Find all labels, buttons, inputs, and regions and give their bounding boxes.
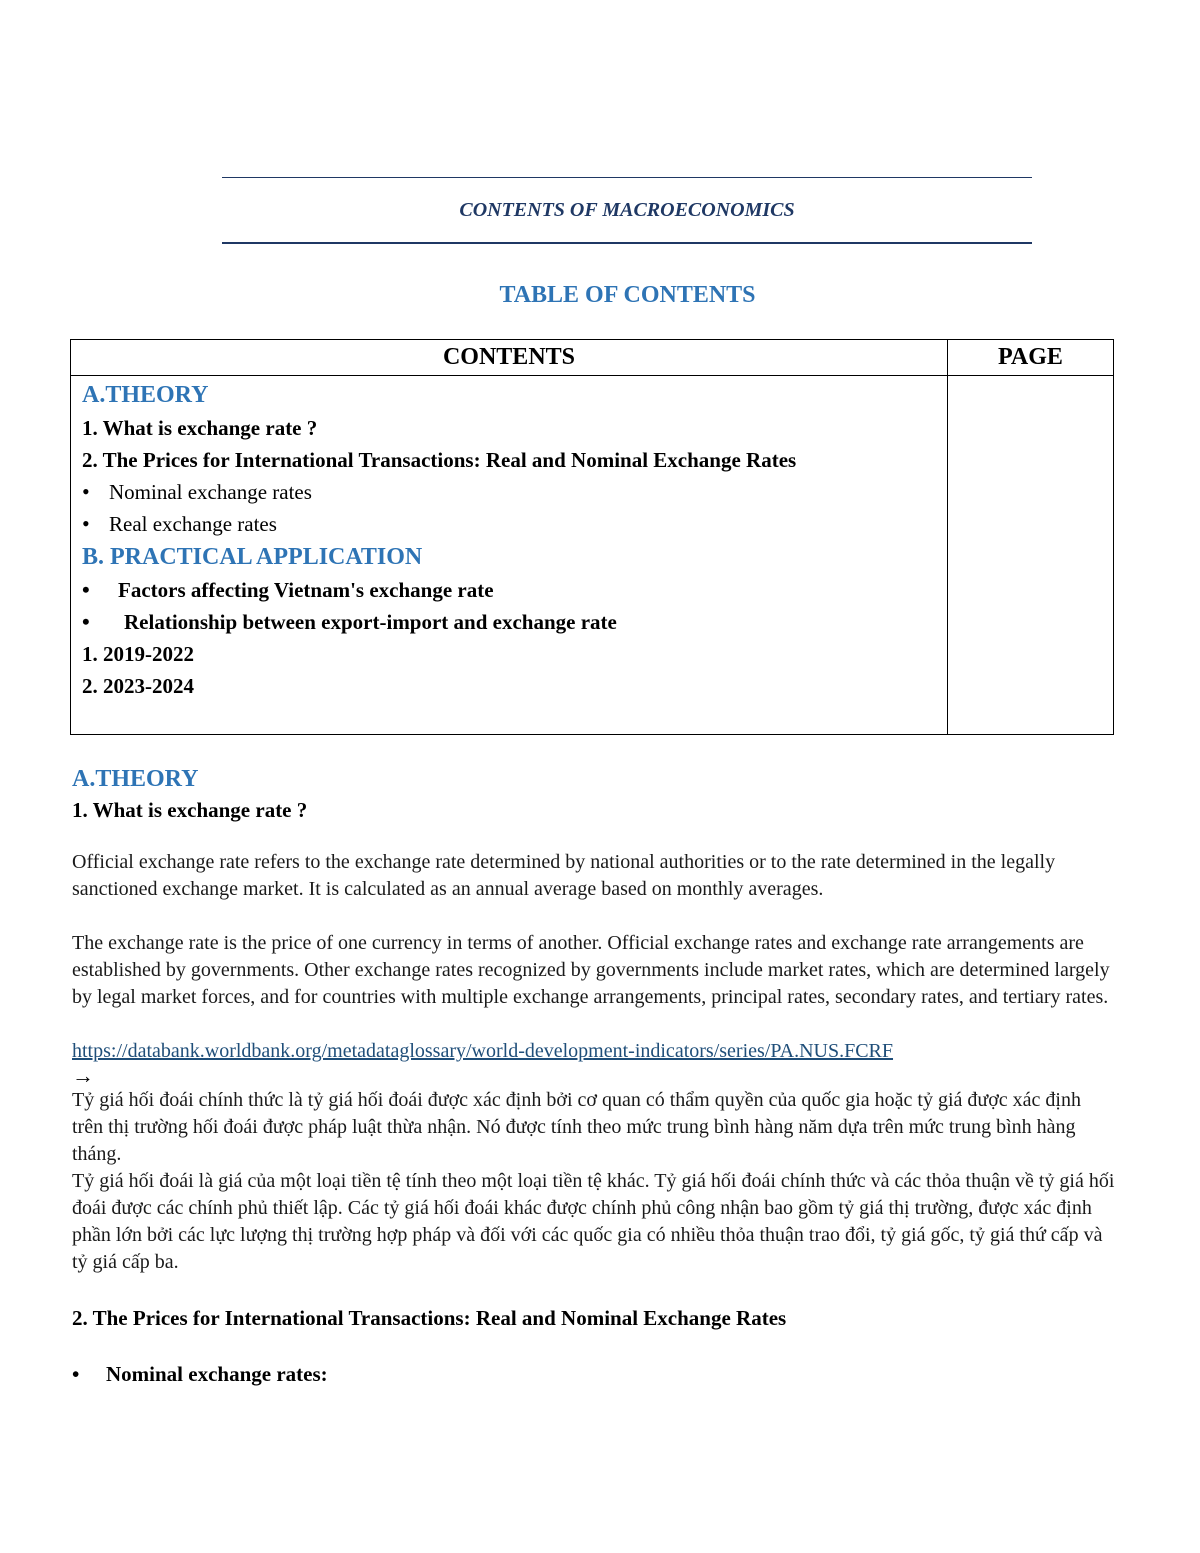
toc-col-page: PAGE xyxy=(948,340,1114,376)
paragraph-official-rate: Official exchange rate refers to the exchange rate determined by national authorities or to the rate determined in the legally sanctioned exchange market. It is calculated as an annual average based on monthly averages. xyxy=(72,851,1056,900)
heading-what-is-exchange-rate: 1. What is exchange rate ? xyxy=(72,798,308,822)
toc-table xyxy=(70,339,1114,735)
toc-item-2019: 1. 2019-2022 xyxy=(82,642,194,666)
paragraph-vi-official: Tỷ giá hối đoái chính thức là tỷ giá hối đoái được xác định bởi cơ quan có thẩm quyền của quốc gia hoặc tỷ giá được xác định trên thị trường hối đoái được pháp luật thừa nhận. Nó được tính theo mức trung bình hàng năm dựa trên mức trung bình hàng tháng. xyxy=(72,1089,1081,1165)
bullet-nominal-rates: • Nominal exchange rates: xyxy=(0,1359,1117,1389)
toc-contents-cell xyxy=(71,376,948,735)
heading-prices-international: 2. The Prices for International Transactions: Real and Nominal Exchange Rates xyxy=(72,1306,787,1330)
toc-item-2023: 2. 2023-2024 xyxy=(82,674,194,698)
paragraph-exchange-price: The exchange rate is the price of one currency in terms of another. Official exchange rates and exchange rate arrangements are established by governments. Other exchange rates recognized by governments include market rates, which are determined largely by legal market forces, and for countries with multiple exchange arrangements, principal rates, secondary rates, and tertiary rates. xyxy=(72,932,1110,1008)
toc-bullet-factors: • Factors affecting Vietnam's exchange rate xyxy=(82,576,937,604)
toc-section-b: B. PRACTICAL APPLICATION xyxy=(82,544,423,570)
toc-bullet-relationship: • Relationship between export-import and exchange rate xyxy=(82,608,937,636)
toc-bullet-nominal: • Nominal exchange rates xyxy=(82,478,937,506)
title-rule-top xyxy=(222,177,1032,178)
paragraph-vi-price: Tỷ giá hối đoái là giá của một loại tiền tệ tính theo một loại tiền tệ khác. Tỷ giá hối đoái chính thức và các thỏa thuận về tỷ giá hối đoái được các chính phủ thiết lập. Các tỷ giá hối đoái khác được chính phủ công nhận bao gồm tỷ giá thị trường, được xác định phần lớn bởi các lực lượng thị trường hợp pháp và đối với các quốc gia có nhiều thỏa thuận trao đổi, tỷ giá gốc, tỷ giá thứ cấp và tỷ giá cấp ba. xyxy=(72,1170,1115,1273)
toc-item-1: 1. What is exchange rate ? xyxy=(82,416,318,440)
title-rule-bottom xyxy=(222,242,1032,244)
toc-col-contents: CONTENTS xyxy=(71,340,948,376)
toc-item-2: 2. The Prices for International Transactions: Real and Nominal Exchange Rates xyxy=(82,448,797,472)
toc-page-cell xyxy=(948,376,1114,735)
worldbank-link[interactable]: https://databank.worldbank.org/metadataglossary/world-development-indicators/series/PA.NUS.FCRF xyxy=(72,1040,894,1062)
toc-heading: TABLE OF CONTENTS xyxy=(499,282,756,308)
arrow-right-icon: → xyxy=(72,1063,94,1088)
section-a-title: A.THEORY xyxy=(72,766,199,792)
toc-bullet-real: • Real exchange rates xyxy=(82,510,937,538)
document-body xyxy=(72,763,1117,1389)
document-title: CONTENTS OF MACROECONOMICS xyxy=(459,199,795,221)
toc-section-a: A.THEORY xyxy=(82,382,209,408)
